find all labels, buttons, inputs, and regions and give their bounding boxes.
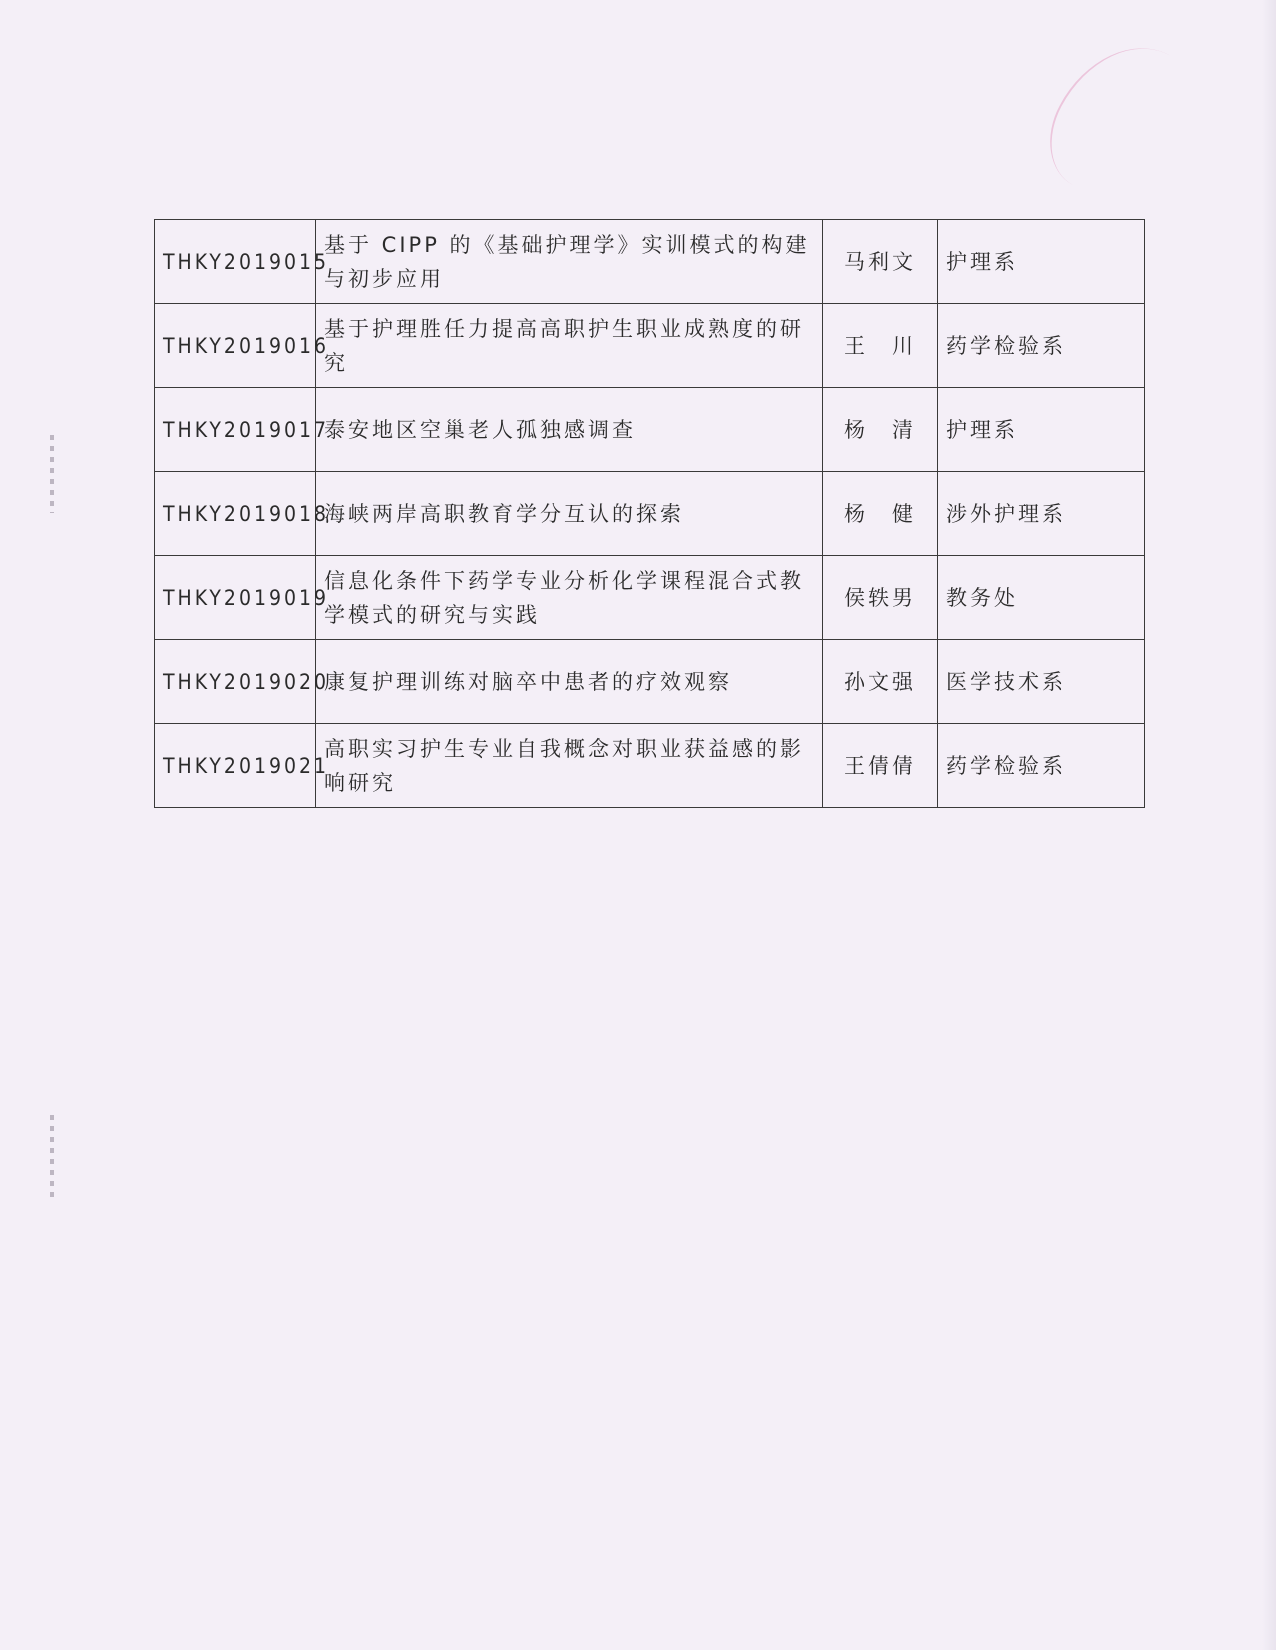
project-leader: 侯轶男	[823, 556, 938, 640]
project-title: 康复护理训练对脑卒中患者的疗效观察	[316, 640, 823, 724]
project-department: 医学技术系	[938, 640, 1145, 724]
page-edge-shadow	[1262, 0, 1276, 1650]
table-row	[155, 724, 1145, 808]
project-code: THKY2019016	[155, 304, 316, 388]
project-leader: 王 川	[823, 304, 938, 388]
project-leader: 杨 健	[823, 472, 938, 556]
project-code: THKY2019021	[155, 724, 316, 808]
project-leader: 孙文强	[823, 640, 938, 724]
project-table	[154, 219, 1145, 808]
project-title: 基于 CIPP 的《基础护理学》实训模式的构建与初步应用	[316, 220, 823, 304]
project-department: 药学检验系	[938, 304, 1145, 388]
project-department: 护理系	[938, 388, 1145, 472]
table-row	[155, 304, 1145, 388]
project-title: 信息化条件下药学专业分析化学课程混合式教学模式的研究与实践	[316, 556, 823, 640]
table-row	[155, 556, 1145, 640]
project-code: THKY2019020	[155, 640, 316, 724]
project-department: 药学检验系	[938, 724, 1145, 808]
binding-holes-upper	[50, 435, 54, 513]
project-department: 护理系	[938, 220, 1145, 304]
project-code: THKY2019018	[155, 472, 316, 556]
project-leader: 王倩倩	[823, 724, 938, 808]
project-leader: 杨 清	[823, 388, 938, 472]
project-department: 涉外护理系	[938, 472, 1145, 556]
table-row	[155, 640, 1145, 724]
project-title: 海峡两岸高职教育学分互认的探索	[316, 472, 823, 556]
project-code: THKY2019015	[155, 220, 316, 304]
project-department: 教务处	[938, 556, 1145, 640]
project-code: THKY2019019	[155, 556, 316, 640]
project-title: 泰安地区空巢老人孤独感调查	[316, 388, 823, 472]
project-code: THKY2019017	[155, 388, 316, 472]
table-row	[155, 472, 1145, 556]
table-row	[155, 388, 1145, 472]
project-title: 基于护理胜任力提高高职护生职业成熟度的研究	[316, 304, 823, 388]
project-leader: 马利文	[823, 220, 938, 304]
seal-fragment	[1030, 21, 1213, 220]
binding-holes-lower	[50, 1115, 54, 1197]
project-title: 高职实习护生专业自我概念对职业获益感的影响研究	[316, 724, 823, 808]
table-row	[155, 220, 1145, 304]
